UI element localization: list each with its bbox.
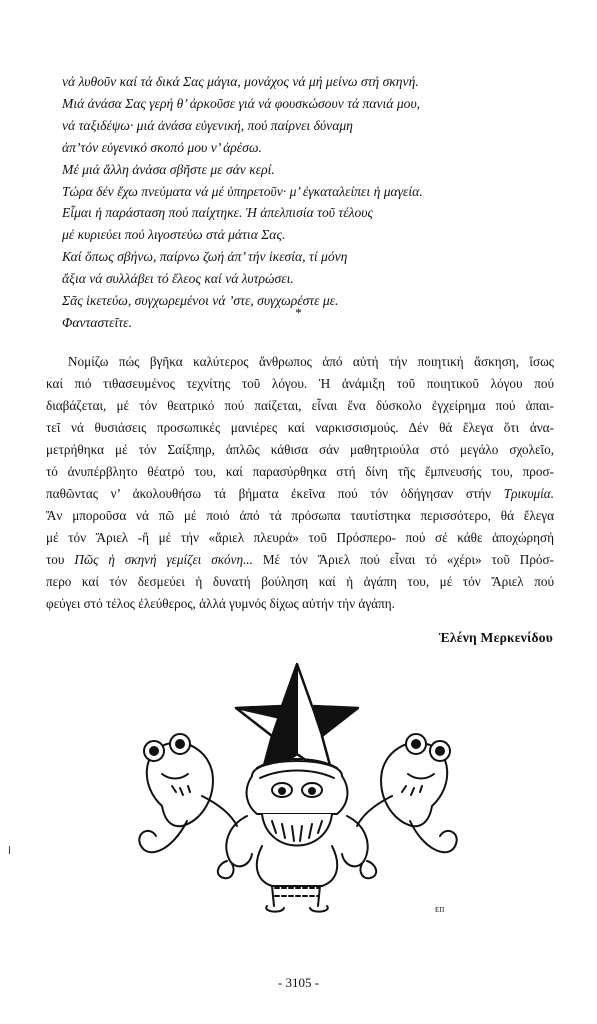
- prose-line: περο καί τόν δεσμεύει ἡ δυνατή βούληση καί ἡ ἀγάπη του, μέ τόν Ἄριελ πού: [46, 574, 554, 589]
- left-creature-figure: [139, 734, 237, 852]
- illustration: [132, 656, 462, 918]
- page-number: - 3105 -: [277, 975, 320, 990]
- poem-line: Εἶμαι ἡ παράσταση πού παίχτηκε. Ἡ ἀπελπισία τοῦ τέλους: [62, 205, 374, 221]
- section-divider: *: [295, 305, 302, 320]
- prose-line: μετρήθηκα μέ τόν Σαίξπηρ, ἁπλῶς κάθισα σάν μαθητριούλα στό μεγάλο σχολεῖο,: [46, 442, 554, 457]
- prose-line: τό ἀνυπέρβλητο θέατρό του, καί παρασύρθηκα στή δίνη τῆς ἔμπνευσής του, προσ-: [46, 464, 554, 479]
- prose-text: παθῶντας ν’ ἀκολουθήσω τά βήματα ἐκεῖνα πού τόν ὁδήγησαν στήν: [46, 486, 504, 501]
- prose-text: Μέ τόν Ἄριελ πού εἶναι τό «χέρι» τοῦ Πρόσ-: [252, 552, 554, 567]
- prose-line: καί πιό τιθασευμένος τεχνίτης τοῦ λόγου. Ἡ ἀνάμιξη τοῦ ποιητικοῦ λόγου πού: [46, 376, 554, 391]
- poem-line: Σᾶς ἱκετεύω, συγχωρεμένοι νά ’στε, συγχωρέστε με.: [62, 293, 339, 309]
- prose-line: [46, 483, 554, 505]
- central-figure: [218, 759, 376, 912]
- prose-text: του: [46, 552, 75, 567]
- margin-mark: [9, 846, 10, 854]
- poem-line: Καί ὅπως σβήνω, παίρνω ζωή ἀπ’ τήν ἱκεσία, τί μόνη: [62, 249, 348, 265]
- prose-line: μέ τόν Ἄριελ -ἤ μέ τήν «ἄριελ πλευρά» τοῦ Πρόσπερο- πού σέ κάθε ἀποχώρησή: [46, 530, 554, 545]
- prose-line: Νομίζω πώς βγῆκα καλύτερος ἄνθρωπος ἀπό αὐτή τήν ποιητική ἄσκηση, ἴσως: [68, 354, 554, 369]
- illustration-drawing: [132, 656, 462, 918]
- poem-line: Μιά ἀνάσα Σας γερή θ’ ἀρκοῦσε γιά νά φουσκώσουν τά πανιά μου,: [62, 95, 421, 111]
- quote-italic: Πῶς ἡ σκηνή γεμίζει σκόνη...: [74, 552, 253, 567]
- prose-line: [46, 549, 554, 571]
- prose-line: τεῖ νά θυσιάσεις προσωπικές μανιέρες καί ναρκισσισμούς. Δέν θά ἔλεγα ὅτι ἀνα-: [46, 420, 554, 435]
- right-creature-figure: [357, 734, 457, 852]
- poem-line: Τώρα δέν ἔχω πνεύματα νά μέ ὑπηρετοῦν· μ’ ἐγκαταλείπει ἡ μαγεία.: [62, 183, 423, 199]
- poem-line: ἄξια νά συλλάβει τό ἔλεος καί νά λυτρώσει.: [62, 271, 294, 287]
- illustration-signature: ΕΠ: [435, 906, 445, 914]
- poem-line: ἀπ’τόν εὐγενικό σκοπό μου ν’ ἀρέσω.: [62, 139, 262, 155]
- play-title-italic: Τρικυμία.: [503, 486, 554, 501]
- poem-line: Μέ μιά ἄλλη ἀνάσα σβῆστε με σάν κερί.: [62, 161, 275, 177]
- poem-line: μέ κυριεύει πού λιγοστεύω στά μάτια Σας.: [62, 227, 286, 243]
- poem-line: νά ταξιδέψω· μιά ἀνάσα εὐγενική, πού παίρνει δύναμη: [62, 117, 353, 133]
- poem-line: Φανταστεῖτε.: [62, 314, 132, 330]
- prose-paragraph: [46, 351, 554, 615]
- prose-line: διαβάζεται, μέ τόν θεατρικό πού παίζεται, εἶναι ἕνα δύσκολο ἐγχείρημα πού ἀπαι-: [46, 398, 554, 413]
- poem-block: [62, 71, 532, 334]
- poem-line: νά λυθοῦν καί τά δικά Σας μάγια, μονάχος νά μή μείνω στή σκηνή.: [62, 74, 419, 89]
- prose-line: Ἄν μποροῦσα νά πῶ μέ ποιό ἀπό τά πρόσωπα ταυτίστηκα περισσότερο, θά ἔλεγα: [46, 508, 554, 523]
- prose-line: φεύγει στό τέλος ἐλεύθερος, ἀλλά γυμνός δίχως αὐτήν τήν ἀγάπη.: [46, 596, 395, 611]
- author-signature: Ἑλένη Μερκενίδου: [438, 630, 553, 645]
